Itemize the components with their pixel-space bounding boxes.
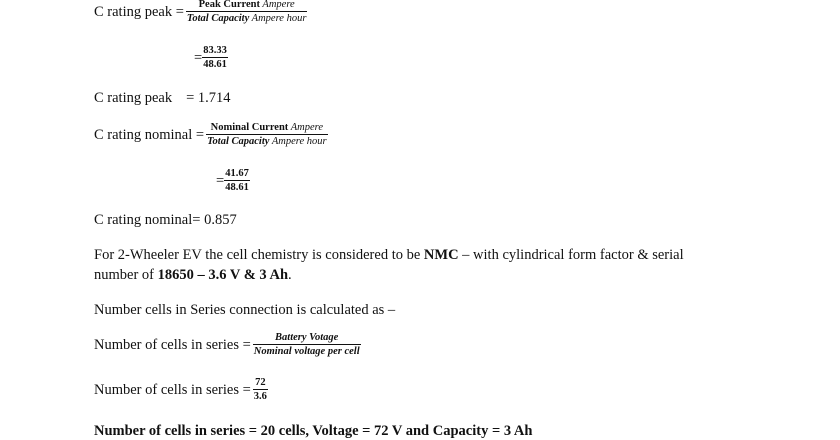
denominator-unit: Ampere hour: [269, 136, 327, 147]
numerator-unit: Ampere: [288, 122, 324, 133]
fraction: [186, 0, 308, 25]
cells-in-series-formula: [94, 331, 361, 358]
numerator-value: 83.33: [203, 45, 227, 56]
c-rating-nominal-result: C rating nominal= 0.857: [94, 212, 237, 228]
result-value: = 1.714: [186, 90, 231, 106]
denominator-term: Total Capacity: [186, 13, 250, 24]
cells-in-series-substitution: [94, 376, 268, 403]
numerator-term: Nominal Current: [210, 122, 289, 133]
denominator-value: 48.61: [203, 59, 227, 70]
fraction: [253, 331, 361, 358]
c-rating-nominal-formula: [94, 121, 328, 148]
fraction: [202, 44, 228, 71]
denominator-unit: Ampere hour: [249, 13, 307, 24]
result-label: C rating peak: [94, 90, 173, 106]
equals-sign: =: [216, 172, 225, 189]
series-connection-paragraph: Number cells in Series connection is calculated as –: [94, 302, 396, 318]
formula-label: Number of cells in series =: [94, 381, 251, 398]
fraction: [206, 121, 328, 148]
numerator-term: Battery Votage: [275, 332, 339, 343]
equals-sign: =: [194, 49, 203, 66]
formula-label: C rating nominal =: [94, 126, 205, 143]
formula-label: C rating peak =: [94, 3, 184, 20]
paragraph-text: – with cylindrical form factor & serial: [458, 247, 684, 263]
denominator-value: 48.61: [225, 182, 249, 193]
fraction: [253, 376, 268, 403]
cell-chemistry-paragraph-line-2: [94, 266, 292, 284]
chemistry-term: NMC: [423, 247, 459, 263]
paragraph-text: number of: [94, 267, 158, 283]
paragraph-text: For 2-Wheeler EV the cell chemistry is considered to be: [94, 247, 424, 263]
fraction: [224, 167, 250, 194]
cell-spec-term: 18650 – 3.6 V & 3 Ah: [157, 267, 289, 283]
c-rating-nominal-substitution: [216, 167, 250, 194]
numerator-value: 72: [255, 377, 266, 388]
denominator-term: Nominal voltage per cell: [253, 346, 360, 357]
paragraph-text: .: [288, 267, 292, 283]
c-rating-peak-result: [94, 89, 231, 107]
cells-in-series-summary: Number of cells in series = 20 cells, Voltage = 72 V and Capacity = 3 Ah: [94, 423, 533, 439]
cell-chemistry-paragraph-line-1: [94, 246, 684, 264]
denominator-term: Total Capacity: [207, 136, 270, 147]
denominator-value: 3.6: [253, 391, 267, 402]
numerator-value: 41.67: [225, 168, 249, 179]
numerator-unit: Ampere: [259, 0, 295, 10]
c-rating-peak-substitution: [194, 44, 228, 71]
numerator-term: Peak Current: [198, 0, 260, 10]
formula-label: Number of cells in series =: [94, 336, 251, 353]
c-rating-peak-formula: [94, 0, 307, 25]
